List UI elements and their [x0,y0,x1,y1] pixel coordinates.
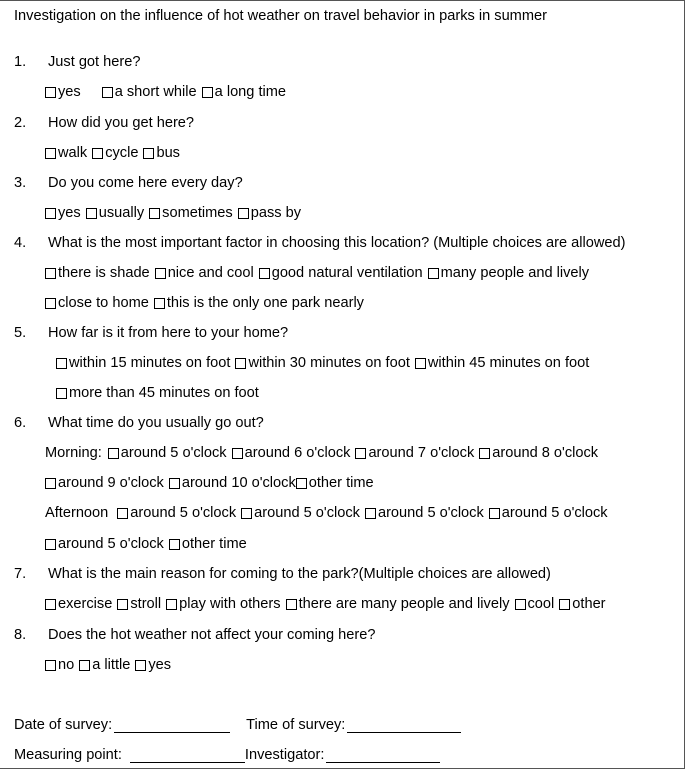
option-30-min[interactable]: within 30 minutes on foot [235,355,409,371]
measuring-point-field[interactable] [130,750,245,763]
checkbox[interactable] [169,478,180,489]
checkbox[interactable] [45,539,56,550]
option-cycle[interactable]: cycle [92,145,138,161]
options-row [45,265,589,281]
option-walk[interactable]: walk [45,145,87,161]
investigator-field[interactable] [326,750,440,763]
row-prefix-morning: Morning: [45,445,102,461]
option-5-oclock[interactable]: around 5 o'clock [108,445,227,461]
question-number: 7. [14,566,27,582]
option-5-oclock[interactable]: around 5 o'clock [489,505,608,521]
options-row [45,84,286,100]
checkbox[interactable] [489,508,500,519]
options-row [45,445,598,461]
option-7-oclock[interactable]: around 7 o'clock [355,445,474,461]
question-number: 6. [14,415,27,431]
option-45-min[interactable]: within 45 minutes on foot [415,355,589,371]
option-other-time[interactable]: other time [296,475,374,491]
checkbox[interactable] [166,599,177,610]
checkbox[interactable] [45,478,56,489]
question-text: What is the most important factor in choosing this location? (Multiple choices are allowed) [48,235,626,251]
checkbox[interactable] [102,87,113,98]
checkbox[interactable] [479,448,490,459]
investigator-label: Investigator: [244,747,325,763]
option-more-45-min[interactable]: more than 45 minutes on foot [56,385,259,401]
options-row [56,385,259,401]
option-play-others[interactable]: play with others [166,596,280,612]
option-5-oclock[interactable]: around 5 o'clock [45,536,164,552]
options-row [45,536,247,552]
checkbox[interactable] [155,268,166,279]
option-9-oclock[interactable]: around 9 o'clock [45,475,164,491]
options-row [45,505,608,521]
checkbox[interactable] [428,268,439,279]
question-text: What is the main reason for coming to the park?(Multiple choices are allowed) [48,566,551,582]
time-of-survey-label: Time of survey: [246,717,346,733]
option-15-min[interactable]: within 15 minutes on foot [56,355,230,371]
checkbox[interactable] [365,508,376,519]
option-usually[interactable]: usually [86,205,144,221]
checkbox[interactable] [45,298,56,309]
option-many-people[interactable]: there are many people and lively [286,596,510,612]
option-5-oclock[interactable]: around 5 o'clock [365,505,484,521]
checkbox[interactable] [143,148,154,159]
options-row [45,295,364,311]
options-row [45,475,374,491]
option-10-oclock[interactable]: around 10 o'clock [169,475,296,491]
checkbox[interactable] [56,388,67,399]
option-only-park[interactable]: this is the only one park nearly [154,295,364,311]
option-lively[interactable]: many people and lively [428,265,589,281]
checkbox[interactable] [154,298,165,309]
footer-row-point-investigator [14,747,440,763]
question-text: What time do you usually go out? [48,415,264,431]
option-nice-cool[interactable]: nice and cool [155,265,254,281]
checkbox[interactable] [355,448,366,459]
option-long-time[interactable]: a long time [202,84,286,100]
checkbox[interactable] [45,268,56,279]
question-number: 5. [14,325,27,341]
option-shade[interactable]: there is shade [45,265,150,281]
checkbox[interactable] [415,358,426,369]
options-row [45,657,171,673]
checkbox[interactable] [86,208,97,219]
checkbox[interactable] [232,448,243,459]
checkbox[interactable] [45,599,56,610]
options-row [56,355,589,371]
date-of-survey-field[interactable] [114,720,230,733]
option-sometimes[interactable]: sometimes [149,205,233,221]
measuring-point-label: Measuring point: [14,747,122,763]
row-prefix-afternoon: Afternoon [45,505,109,521]
checkbox[interactable] [79,660,90,671]
checkbox[interactable] [45,87,56,98]
checkbox[interactable] [117,508,128,519]
option-a-little[interactable]: a little [79,657,130,673]
question-number: 1. [14,54,27,70]
option-cool[interactable]: cool [515,596,555,612]
option-stroll[interactable]: stroll [117,596,161,612]
option-other[interactable]: other [559,596,605,612]
checkbox[interactable] [202,87,213,98]
option-exercise[interactable]: exercise [45,596,112,612]
option-pass-by[interactable]: pass by [238,205,301,221]
survey-title: Investigation on the influence of hot weather on travel behavior in parks in summer [14,8,547,24]
question-number: 3. [14,175,27,191]
checkbox[interactable] [238,208,249,219]
option-8-oclock[interactable]: around 8 o'clock [479,445,598,461]
checkbox[interactable] [286,599,297,610]
date-of-survey-label: Date of survey: [14,717,113,733]
checkbox[interactable] [259,268,270,279]
option-close-home[interactable]: close to home [45,295,149,311]
question-number: 4. [14,235,27,251]
option-5-oclock[interactable]: around 5 o'clock [117,505,236,521]
checkbox[interactable] [169,539,180,550]
checkbox[interactable] [135,660,146,671]
question-text: Do you come here every day? [48,175,243,191]
question-text: Just got here? [48,54,141,70]
options-row [45,205,301,221]
question-text: How did you get here? [48,115,195,131]
checkbox[interactable] [45,208,56,219]
checkbox[interactable] [515,599,526,610]
option-no[interactable]: no [45,657,74,673]
checkbox[interactable] [149,208,160,219]
checkbox[interactable] [45,660,56,671]
option-yes[interactable]: yes [45,84,81,100]
question-number: 2. [14,115,27,131]
options-row [45,145,180,161]
option-short-while[interactable]: a short while [102,84,197,100]
question-number: 8. [14,627,27,643]
checkbox[interactable] [241,508,252,519]
checkbox[interactable] [45,148,56,159]
checkbox[interactable] [235,358,246,369]
checkbox[interactable] [559,599,570,610]
options-row [45,596,606,612]
footer-row-date-time [14,717,461,733]
option-6-oclock[interactable]: around 6 o'clock [232,445,351,461]
checkbox[interactable] [108,448,119,459]
checkbox[interactable] [92,148,103,159]
option-other-time[interactable]: other time [169,536,247,552]
time-of-survey-field[interactable] [347,720,461,733]
option-yes[interactable]: yes [135,657,171,673]
question-text: How far is it from here to your home? [48,325,289,341]
checkbox[interactable] [56,358,67,369]
option-ventilation[interactable]: good natural ventilation [259,265,423,281]
option-bus[interactable]: bus [143,145,180,161]
option-5-oclock[interactable]: around 5 o'clock [241,505,360,521]
option-yes[interactable]: yes [45,205,81,221]
checkbox[interactable] [117,599,128,610]
checkbox[interactable] [296,478,307,489]
question-text: Does the hot weather not affect your coming here? [48,627,376,643]
